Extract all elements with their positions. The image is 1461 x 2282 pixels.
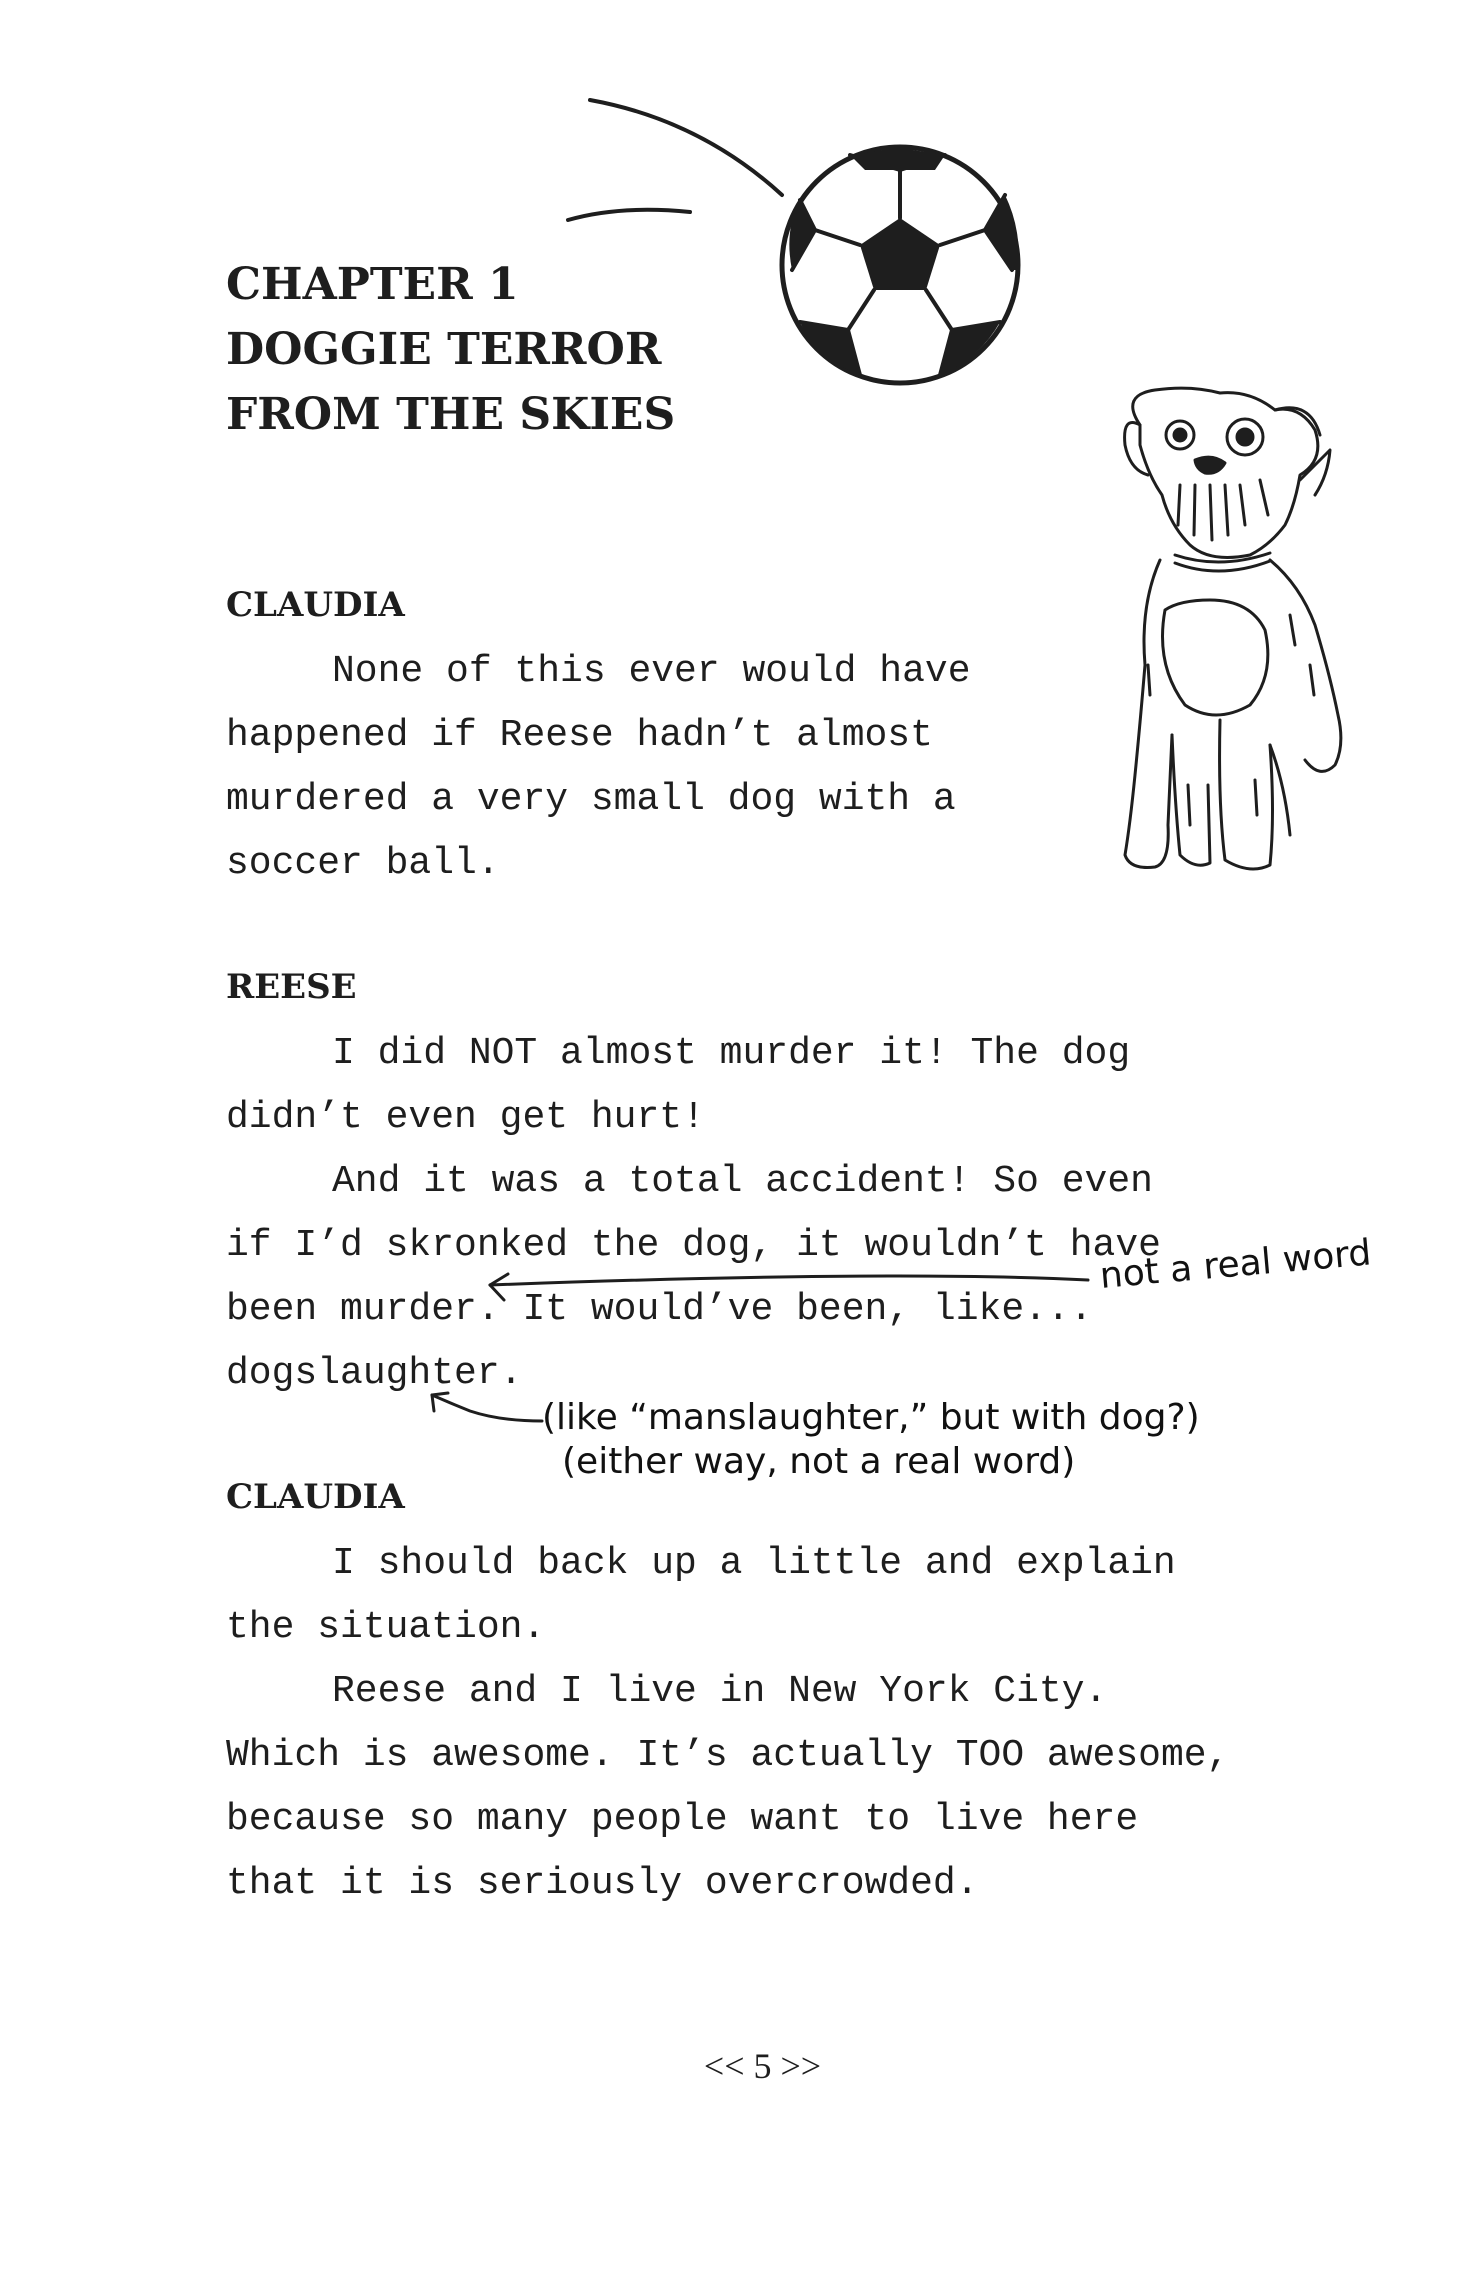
- dialogue-paragraph: [226, 1532, 1229, 1916]
- speaker-name: REESE: [226, 967, 357, 1007]
- dialogue-paragraph: [226, 1022, 1161, 1406]
- annotation-arrow: [470, 1260, 1110, 1330]
- text-line: been murder. It would’ve been, like...: [226, 1288, 1093, 1331]
- text-line: Which is awesome. It’s actually TOO awesome,: [226, 1734, 1230, 1777]
- text-line: the situation.: [226, 1606, 546, 1649]
- text-line: And it was a total accident! So even: [332, 1160, 1153, 1203]
- chapter-number: CHAPTER 1: [226, 259, 519, 310]
- text-line: Reese and I live in New York City.: [332, 1670, 1108, 1713]
- text-line: if I’d skronked the dog, it wouldn’t have: [226, 1224, 1161, 1267]
- text-line: happened if Reese hadn’t almost: [226, 714, 933, 757]
- text-line: I should back up a little and explain: [332, 1542, 1176, 1585]
- text-line: None of this ever would have: [332, 650, 971, 693]
- chapter-title: [226, 252, 675, 447]
- text-line: didn’t even get hurt!: [226, 1096, 705, 1139]
- text-line: soccer ball.: [226, 842, 500, 885]
- text-line: because so many people want to live here: [226, 1798, 1139, 1841]
- handwritten-note: (either way, not a real word): [562, 1441, 1076, 1482]
- text-line: dogslaughter.: [226, 1352, 523, 1395]
- chapter-title-line: DOGGIE TERROR: [226, 324, 662, 375]
- chapter-title-line: FROM THE SKIES: [226, 389, 676, 440]
- annotation-arrow: [420, 1385, 560, 1445]
- handwritten-note: (like “manslaughter,” but with dog?): [542, 1397, 1200, 1438]
- dog-illustration: [1100, 385, 1400, 885]
- speaker-name: CLAUDIA: [226, 585, 405, 625]
- speaker-name: CLAUDIA: [226, 1477, 405, 1517]
- handwritten-note: not a real word: [1098, 1232, 1373, 1297]
- text-line: that it is seriously overcrowded.: [226, 1862, 979, 1905]
- dialogue-paragraph: [226, 640, 971, 896]
- text-line: I did NOT almost murder it! The dog: [332, 1032, 1131, 1075]
- page-number: << 5 >>: [703, 2046, 822, 2086]
- text-line: murdered a very small dog with a: [226, 778, 956, 821]
